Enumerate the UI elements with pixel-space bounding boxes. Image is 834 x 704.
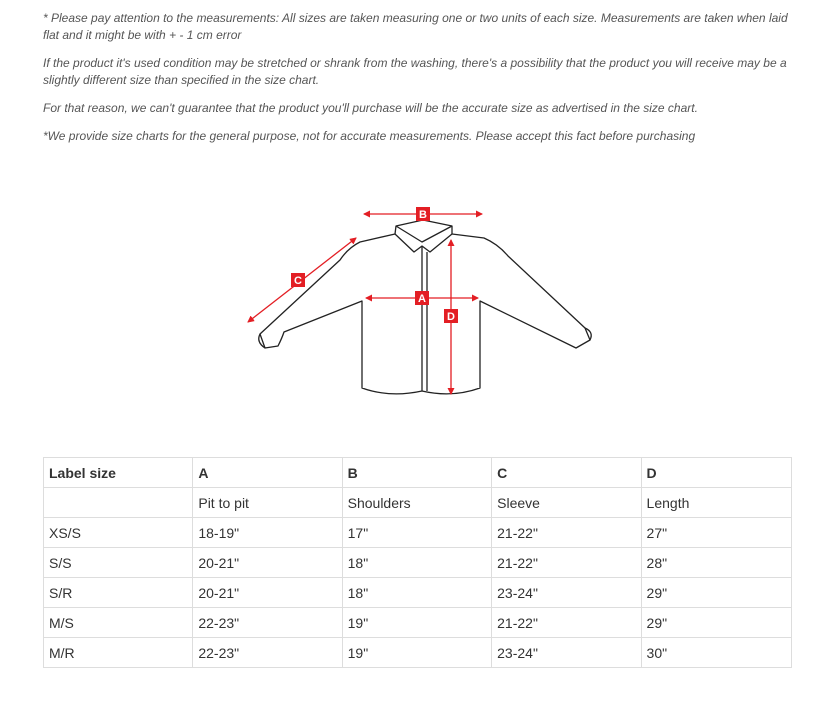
table-cell: 18" [342, 578, 492, 608]
note-measurement-error: * Please pay attention to the measurements: All sizes are taken measuring one or two units of each size. Measurements are taken when laid flat and it might be with + - 1 cm error [43, 11, 788, 42]
table-cell: 29" [641, 578, 791, 608]
table-cell: 29" [641, 608, 791, 638]
table-cell: 18" [342, 548, 492, 578]
subheader-cell [44, 488, 193, 518]
table-cell: 23-24" [492, 578, 641, 608]
svg-text:B: B [419, 209, 427, 221]
subheader-length: Length [641, 488, 791, 518]
size-chart-table [43, 457, 792, 668]
table-row [44, 638, 792, 668]
table-row [44, 548, 792, 578]
label-b [416, 207, 430, 221]
label-d [444, 309, 458, 323]
table-cell: 18-19" [193, 518, 342, 548]
table-cell: S/R [44, 578, 193, 608]
table-cell: M/R [44, 638, 193, 668]
table-row [44, 518, 792, 548]
label-c [291, 273, 305, 287]
table-cell: 19" [342, 638, 492, 668]
table-cell: 19" [342, 608, 492, 638]
table-cell: 30" [641, 638, 791, 668]
shirt-measurement-diagram [240, 198, 600, 408]
svg-text:D: D [447, 311, 455, 323]
table-cell: 22-23" [193, 608, 342, 638]
note-general-purpose: *We provide size charts for the general purpose, not for accurate measurements. Please accept this fact before purchasing [43, 129, 696, 143]
table-row [44, 578, 792, 608]
header-d: D [641, 458, 791, 488]
svg-text:A: A [418, 293, 426, 305]
table-cell: 28" [641, 548, 791, 578]
header-b: B [342, 458, 492, 488]
table-cell: 21-22" [492, 518, 641, 548]
note-used-condition: If the product it's used condition may be stretched or shrank from the washing, there's a possibility that the product you will receive may be a slightly different size than specified in the size chart. [43, 56, 787, 87]
table-row [44, 608, 792, 638]
table-cell: 21-22" [492, 608, 641, 638]
subheader-shoulders: Shoulders [342, 488, 492, 518]
label-a [415, 291, 429, 305]
table-cell: M/S [44, 608, 193, 638]
header-a: A [193, 458, 342, 488]
table-cell: 22-23" [193, 638, 342, 668]
shirt-diagram-svg [240, 198, 600, 408]
svg-text:C: C [294, 275, 302, 287]
table-cell: 23-24" [492, 638, 641, 668]
table-cell: 17" [342, 518, 492, 548]
shirt-outline [259, 220, 591, 394]
table-cell: 20-21" [193, 548, 342, 578]
note-no-guarantee: For that reason, we can't guarantee that the product you'll purchase will be the accurate size as advertised in the size chart. [43, 101, 698, 115]
table-cell: 27" [641, 518, 791, 548]
header-label-size: Label size [44, 458, 193, 488]
header-c: C [492, 458, 641, 488]
size-notes [43, 10, 803, 156]
table-cell: 20-21" [193, 578, 342, 608]
table-cell: S/S [44, 548, 193, 578]
subheader-pit-to-pit: Pit to pit [193, 488, 342, 518]
table-cell: XS/S [44, 518, 193, 548]
table-header-row [44, 458, 792, 488]
table-subheader-row [44, 488, 792, 518]
table-cell: 21-22" [492, 548, 641, 578]
subheader-sleeve: Sleeve [492, 488, 641, 518]
